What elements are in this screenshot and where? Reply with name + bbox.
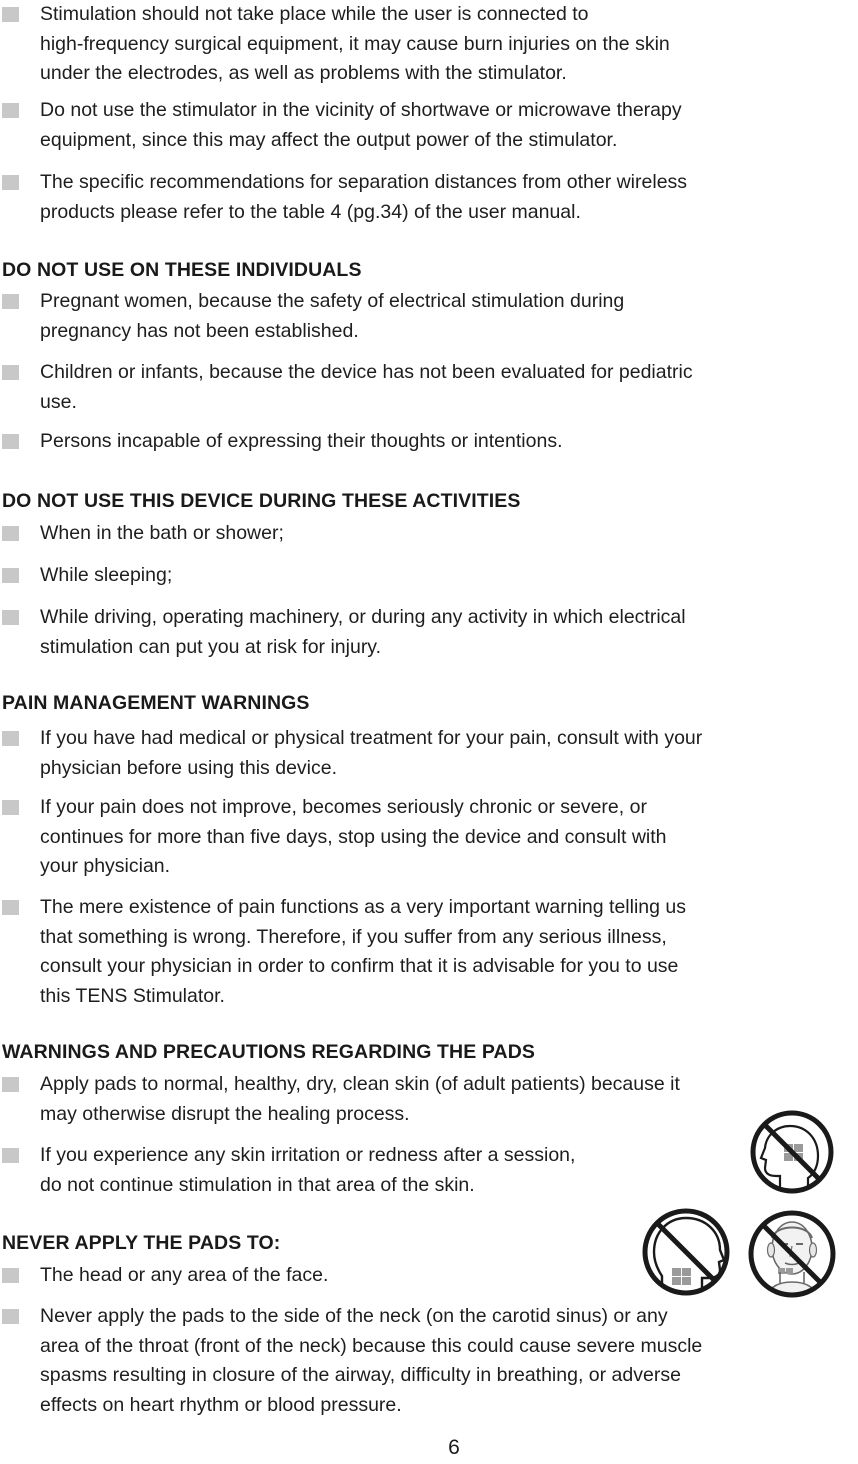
bullet-marker: [2, 1077, 19, 1092]
list-item-text: Apply pads to normal, healthy, dry, clean skin (of adult patients) because it may otherwise disrupt the healing process.: [40, 1073, 680, 1125]
list-item-text: If your pain does not improve, becomes seriously chronic or severe, or continues for more than five days, stop using the device and consult with your physician.: [40, 796, 667, 877]
list-item-text: If you experience any skin irritation or redness after a session, do not continue stimulation in that area of the skin.: [40, 1144, 576, 1196]
section-heading: WARNINGS AND PRECAUTIONS REGARDING THE PADS: [2, 1041, 535, 1063]
bullet-marker: [2, 526, 19, 541]
section-heading: NEVER APPLY THE PADS TO:: [2, 1232, 281, 1254]
bullet-marker: [2, 610, 19, 625]
list-item-text: The mere existence of pain functions as a very important warning telling us that something is wrong. Therefore, if you suffer from any serious illness, consult your physician in order to confirm that it is advisable for you to use this TENS Stimulator.: [40, 896, 686, 1007]
list-item-text: If you have had medical or physical treatment for your pain, consult with your physician before using this device.: [40, 727, 703, 779]
section-heading: DO NOT USE ON THESE INDIVIDUALS: [2, 259, 362, 281]
list-item-text: The head or any area of the face.: [40, 1264, 329, 1286]
bullet-marker: [2, 294, 19, 309]
bullet-marker: [2, 1268, 19, 1283]
bullet-marker: [2, 434, 19, 449]
bullet-marker: [2, 103, 19, 118]
bullet-marker: [2, 900, 19, 915]
list-item-text: Do not use the stimulator in the vicinity of shortwave or microwave therapy equipment, since this may affect the output power of the stimulator.: [40, 99, 682, 151]
bullet-marker: [2, 1309, 19, 1324]
list-item-text: Never apply the pads to the side of the neck (on the carotid sinus) or any area of the throat (front of the neck) because this could cause severe muscle spasms resulting in closure of the airway, difficulty in breathing, or adverse effects on heart rhythm or blood pressure.: [40, 1305, 703, 1416]
section-heading: PAIN MANAGEMENT WARNINGS: [2, 692, 310, 714]
list-item-text: When in the bath or shower;: [40, 522, 284, 544]
no-pads-on-head-side-icon: [748, 1108, 836, 1196]
bullet-marker: [2, 1148, 19, 1163]
bullet-marker: [2, 800, 19, 815]
no-pads-on-face-icon: [746, 1208, 838, 1300]
page-number: 6: [448, 1436, 460, 1459]
list-item-text: The specific recommendations for separation distances from other wireless products please refer to the table 4 (pg.34) of the user manual.: [40, 171, 688, 223]
bullet-marker: [2, 175, 19, 190]
list-item-text: Children or infants, because the device has not been evaluated for pediatric use.: [40, 361, 693, 413]
section-heading: DO NOT USE THIS DEVICE DURING THESE ACTIVITIES: [2, 490, 521, 512]
list-item-text: Persons incapable of expressing their thoughts or intentions.: [40, 430, 563, 452]
no-pads-on-neck-side-icon: [640, 1206, 732, 1298]
list-item-text: Pregnant women, because the safety of electrical stimulation during pregnancy has not been established.: [40, 290, 625, 342]
bullet-marker: [2, 731, 19, 746]
list-item-text: Stimulation should not take place while the user is connected to high-frequency surgical equipment, it may cause burn injuries on the skin under the electrodes, as well as problems with the stimulator.: [40, 3, 670, 84]
bullet-marker: [2, 7, 19, 22]
bullet-marker: [2, 568, 19, 583]
bullet-marker: [2, 365, 19, 380]
list-item-text: While driving, operating machinery, or during any activity in which electrical stimulation can put you at risk for injury.: [40, 606, 686, 658]
list-item-text: While sleeping;: [40, 564, 173, 586]
